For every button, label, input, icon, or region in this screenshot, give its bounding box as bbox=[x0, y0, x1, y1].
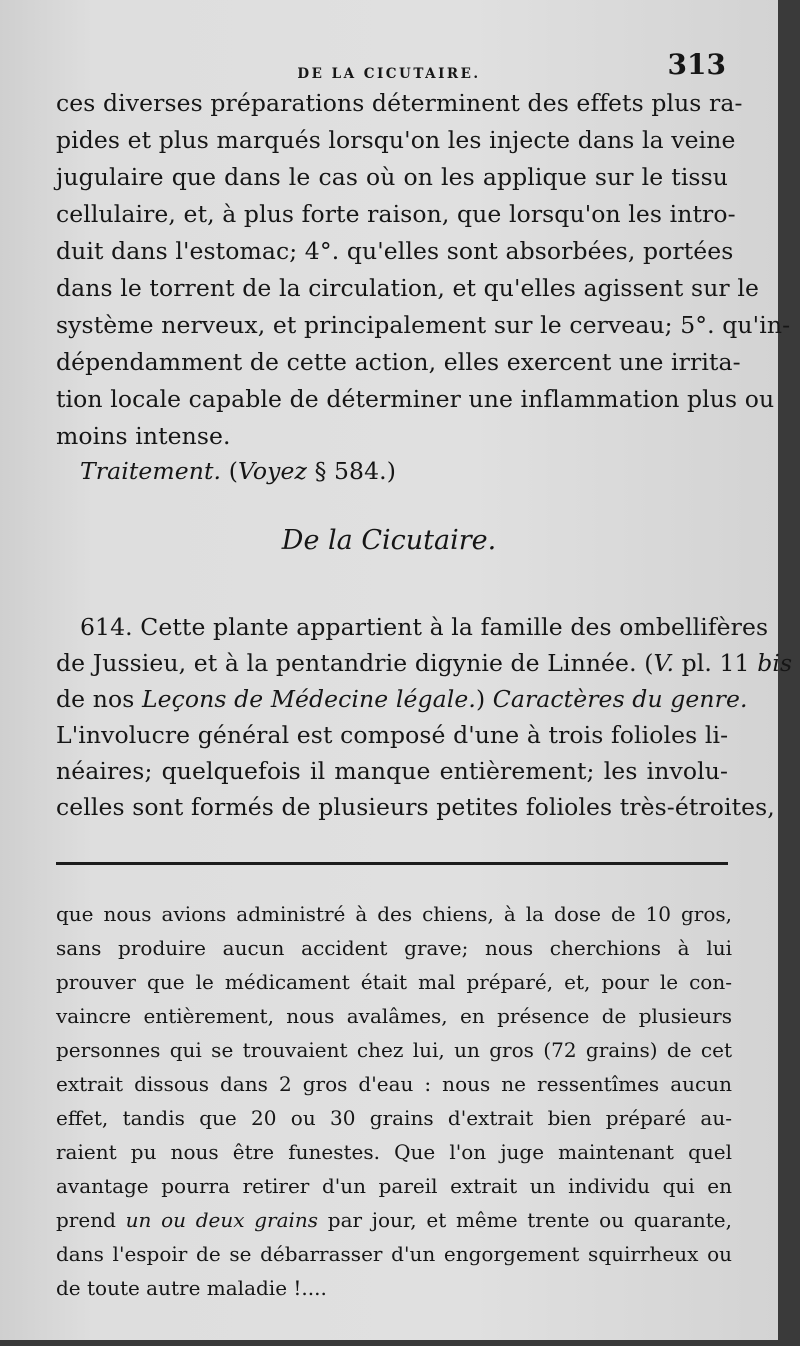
text-line: 614. Cette plante appartient à la famille des ombellifères bbox=[80, 613, 769, 641]
text-line bbox=[56, 649, 793, 677]
text-line: celles sont formés de plusieurs petites folioles très-étroites, bbox=[56, 793, 775, 821]
running-head: DE LA CICUTAIRE. bbox=[297, 66, 481, 82]
footnote-line: effet, tandis que 20 ou 30 grains d'extrait bien préparé au- bbox=[56, 1106, 732, 1130]
text-line: tion locale capable de déterminer une inflammation plus ou bbox=[56, 385, 775, 413]
text-line: moins intense. bbox=[56, 422, 231, 450]
text-segment: Leçons de Médecine légale. bbox=[141, 685, 476, 713]
footnote-line: que nous avions administré à des chiens, à la dose de 10 gros, bbox=[56, 902, 732, 926]
footnote-divider bbox=[56, 862, 728, 865]
footnote-line: extrait dissous dans 2 gros d'eau : nous ne ressentîmes aucun bbox=[56, 1072, 732, 1096]
treatment-paren: ( bbox=[221, 457, 238, 485]
text-line: dépendamment de cette action, elles exercent une irrita- bbox=[56, 348, 741, 376]
footnote-line: personnes qui se trouvaient chez lui, un gros (72 grains) de cet bbox=[56, 1038, 732, 1062]
footnote-line: prouver que le médicament était mal préparé, et, pour le con- bbox=[56, 970, 732, 994]
treatment-reference: § 584.) bbox=[307, 457, 396, 485]
text-segment: bis bbox=[757, 649, 793, 677]
text-segment: V. bbox=[653, 649, 675, 677]
text-line: cellulaire, et, à plus forte raison, que lorsqu'on les intro- bbox=[56, 200, 736, 228]
footnote-line: de toute autre maladie !.... bbox=[56, 1276, 327, 1300]
text-line: jugulaire que dans le cas où on les applique sur le tissu bbox=[56, 163, 728, 191]
page-number: 313 bbox=[667, 48, 726, 81]
text-line: dans le torrent de la circulation, et qu'elles agissent sur le bbox=[56, 274, 759, 302]
page-header bbox=[0, 48, 778, 90]
footnote-line: sans produire aucun accident grave; nous cherchions à lui bbox=[56, 936, 732, 960]
treatment-line bbox=[56, 457, 752, 485]
footnote-line bbox=[56, 1210, 732, 1230]
text-segment: de Jussieu, et à la pentandrie digynie de Linnée. ( bbox=[56, 649, 654, 677]
voyez-label: Voyez bbox=[237, 457, 307, 485]
text-line: pides et plus marqués lorsqu'on les injecte dans la veine bbox=[56, 126, 736, 154]
text-segment: un ou deux grains bbox=[125, 1208, 319, 1232]
text-line: duit dans l'estomac; 4°. qu'elles sont absorbées, portées bbox=[56, 237, 734, 265]
treatment-label: Traitement. bbox=[80, 457, 222, 485]
footnote-line: dans l'espoir de se débarrasser d'un engorgement squirrheux ou bbox=[56, 1242, 732, 1266]
text-segment: de nos bbox=[56, 685, 142, 713]
text-segment: par jour, et même trente ou quarante, bbox=[318, 1208, 733, 1232]
footnote-line: avantage pourra retirer d'un pareil extrait un individu qui en bbox=[56, 1174, 732, 1198]
text-segment: Caractères du genre. bbox=[492, 685, 748, 713]
text-segment: prend bbox=[56, 1208, 126, 1232]
footnote-line: vaincre entièrement, nous avalâmes, en présence de plusieurs bbox=[56, 1004, 732, 1028]
text-line: néaires; quelquefois il manque entièrement; les involu- bbox=[56, 757, 728, 785]
text-line bbox=[56, 685, 748, 713]
section-title: De la Cicutaire. bbox=[281, 525, 497, 556]
text-line: ces diverses préparations déterminent des effets plus ra- bbox=[56, 89, 743, 117]
footnote-line: raient pu nous être funestes. Que l'on juge maintenant quel bbox=[56, 1140, 732, 1164]
text-line: système nerveux, et principalement sur le cerveau; 5°. qu'in- bbox=[56, 311, 791, 339]
text-line: L'involucre général est composé d'une à trois folioles li- bbox=[56, 721, 729, 749]
text-segment: pl. 11 bbox=[674, 649, 758, 677]
text-segment: ) bbox=[475, 685, 493, 713]
